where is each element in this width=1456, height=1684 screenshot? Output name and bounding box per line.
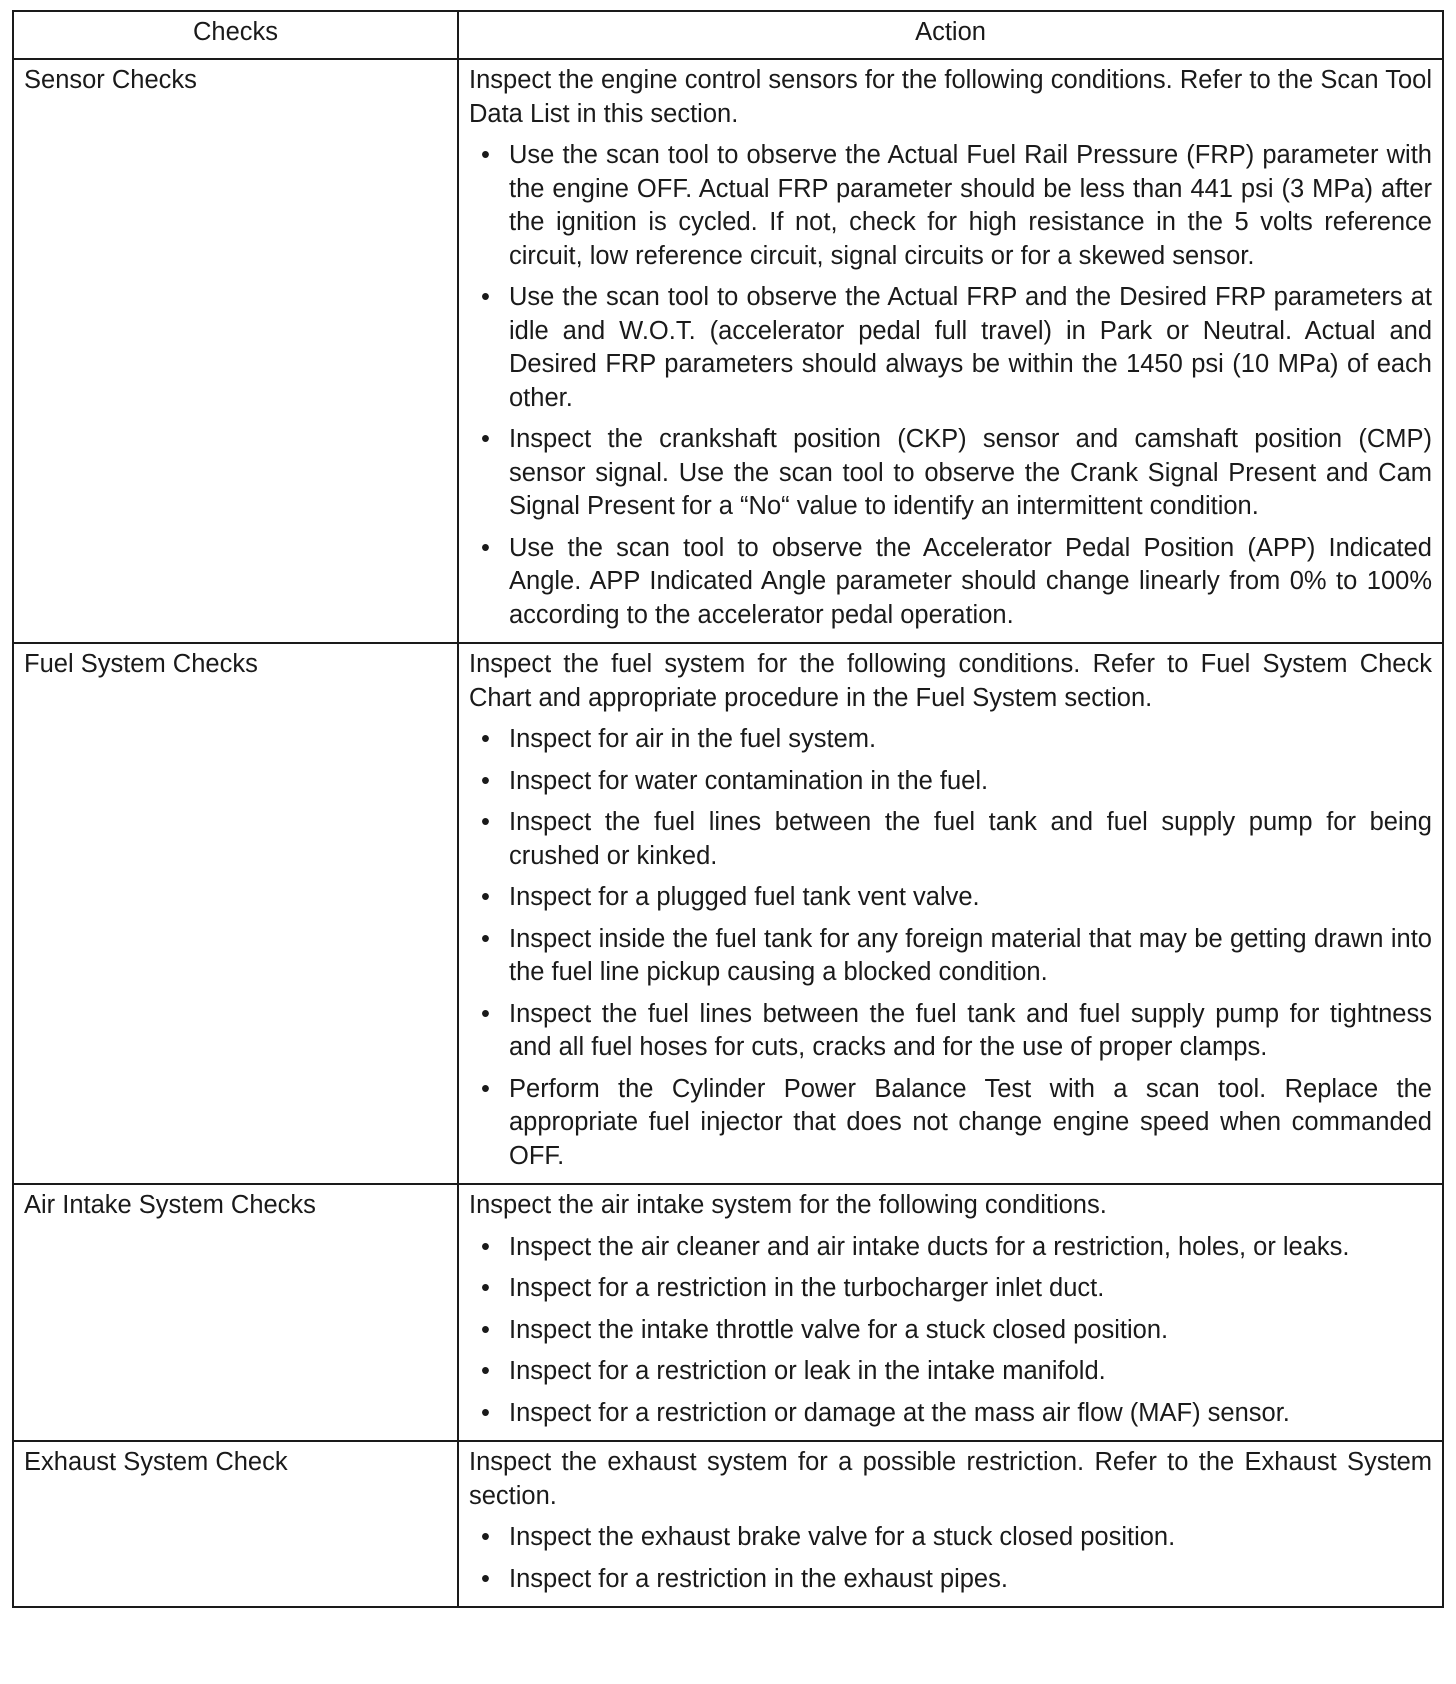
bullet-icon: • <box>481 999 490 1028</box>
action-item-text: Inspect for a restriction or leak in the intake manifold. <box>509 1357 1106 1385</box>
action-item-text: Inspect for a restriction in the turbocharger inlet duct. <box>509 1274 1105 1302</box>
action-item-text: Inspect the fuel lines between the fuel tank and fuel supply pump for being crushed or kinked. <box>509 808 1432 870</box>
table-row <box>13 643 1443 1184</box>
action-list-item <box>469 923 1432 990</box>
checks-action-table <box>12 10 1444 1608</box>
action-item-text: Inspect the fuel lines between the fuel tank and fuel supply pump for tightness and all fuel hoses for cuts, cracks and for the use of proper clamps. <box>509 999 1432 1061</box>
bullet-icon: • <box>481 808 490 836</box>
action-list-item <box>469 1521 1432 1555</box>
bullet-icon: • <box>481 1523 490 1551</box>
action-intro: Inspect the fuel system for the following conditions. Refer to Fuel System Check Chart and appropriate procedure in the Fuel System section. <box>469 650 1432 712</box>
action-list-item <box>469 1314 1432 1348</box>
action-list-item <box>469 1397 1432 1431</box>
check-name: Exhaust System Check <box>13 1441 458 1607</box>
action-item-text: Inspect the exhaust brake valve for a stuck closed position. <box>509 1523 1176 1551</box>
check-name: Air Intake System Checks <box>13 1184 458 1441</box>
action-item-text: Inspect the air cleaner and air intake ducts for a restriction, holes, or leaks. <box>509 1232 1350 1261</box>
action-item-text: Perform the Cylinder Power Balance Test with a scan tool. Replace the appropriate fuel injector that does not change engine speed when commanded OFF. <box>509 1074 1432 1170</box>
action-item-text: Use the scan tool to observe the Accelerator Pedal Position (APP) Indicated Angle. APP Indicated Angle parameter should change linearly from 0% to 100% according to the accelerator pedal operation. <box>509 533 1432 629</box>
check-name: Sensor Checks <box>13 59 458 643</box>
bullet-icon: • <box>481 1274 490 1302</box>
action-item-text: Inspect for a restriction or damage at the mass air flow (MAF) sensor. <box>509 1398 1290 1427</box>
bullet-icon: • <box>481 883 490 911</box>
action-list-item <box>469 1355 1432 1389</box>
action-list <box>469 1521 1432 1596</box>
bullet-icon: • <box>481 283 490 311</box>
action-list-item <box>469 1073 1432 1174</box>
action-item-text: Inspect the crankshaft position (CKP) sensor and camshaft position (CMP) sensor signal. Use the scan tool to observe the Crank Signal Present and Cam Signal Present for a “No“ value to identify an intermittent condition. <box>509 425 1432 520</box>
action-intro: Inspect the exhaust system for a possible restriction. Refer to the Exhaust System section. <box>469 1448 1432 1510</box>
action-item-text: Inspect for a restriction in the exhaust pipes. <box>509 1564 1008 1593</box>
action-item-text: Inspect inside the fuel tank for any foreign material that may be getting drawn into the fuel line pickup causing a blocked condition. <box>509 924 1432 986</box>
action-list-item <box>469 532 1432 633</box>
bullet-icon: • <box>481 1357 490 1385</box>
bullet-icon: • <box>481 1398 490 1427</box>
action-intro: Inspect the engine control sensors for the following conditions. Refer to the Scan Tool Data List in this section. <box>469 66 1432 128</box>
bullet-icon: • <box>481 1074 490 1103</box>
bullet-icon: • <box>481 425 490 453</box>
action-list-item <box>469 281 1432 415</box>
action-cell <box>458 643 1443 1184</box>
action-list <box>469 723 1432 1173</box>
action-item-text: Inspect for air in the fuel system. <box>509 725 877 753</box>
bullet-icon: • <box>481 725 490 753</box>
table-row <box>13 1441 1443 1607</box>
action-list-item <box>469 1563 1432 1597</box>
action-list <box>469 139 1432 632</box>
table-row <box>13 59 1443 643</box>
bullet-icon: • <box>481 1232 490 1261</box>
action-list <box>469 1231 1432 1431</box>
action-item-text: Use the scan tool to observe the Actual Fuel Rail Pressure (FRP) parameter with the engine OFF. Actual FRP parameter should be less than 441 psi (3 MPa) after the ignition is cycled. If not, check for high resistance in the 5 volts reference circuit, low reference circuit, signal circuits or for a skewed sensor. <box>509 141 1432 270</box>
action-item-text: Inspect the intake throttle valve for a stuck closed position. <box>509 1315 1169 1344</box>
bullet-icon: • <box>481 141 490 169</box>
action-cell <box>458 1184 1443 1441</box>
table-row <box>13 1184 1443 1441</box>
action-list-item <box>469 139 1432 273</box>
action-list-item <box>469 998 1432 1065</box>
action-list-item <box>469 765 1432 799</box>
action-list-item <box>469 806 1432 873</box>
action-item-text: Inspect for a plugged fuel tank vent valve. <box>509 883 980 911</box>
action-column-header: Action <box>458 11 1443 59</box>
action-list-item <box>469 423 1432 524</box>
check-name: Fuel System Checks <box>13 643 458 1184</box>
bullet-icon: • <box>481 533 490 562</box>
bullet-icon: • <box>481 924 490 953</box>
action-cell <box>458 59 1443 643</box>
action-list-item <box>469 1231 1432 1265</box>
bullet-icon: • <box>481 766 490 795</box>
action-list-item <box>469 881 1432 915</box>
bullet-icon: • <box>481 1315 490 1344</box>
action-list-item <box>469 723 1432 757</box>
action-cell <box>458 1441 1443 1607</box>
action-list-item <box>469 1272 1432 1306</box>
action-item-text: Inspect for water contamination in the fuel. <box>509 766 989 795</box>
action-item-text: Use the scan tool to observe the Actual FRP and the Desired FRP parameters at idle and W.O.T. (accelerator pedal full travel) in Park or Neutral. Actual and Desired FRP parameters should always be within the 1450 psi (10 MPa) of each other. <box>509 283 1432 412</box>
action-intro: Inspect the air intake system for the following conditions. <box>469 1191 1107 1219</box>
table-header-row <box>13 11 1443 59</box>
bullet-icon: • <box>481 1564 490 1593</box>
checks-column-header: Checks <box>13 11 458 59</box>
